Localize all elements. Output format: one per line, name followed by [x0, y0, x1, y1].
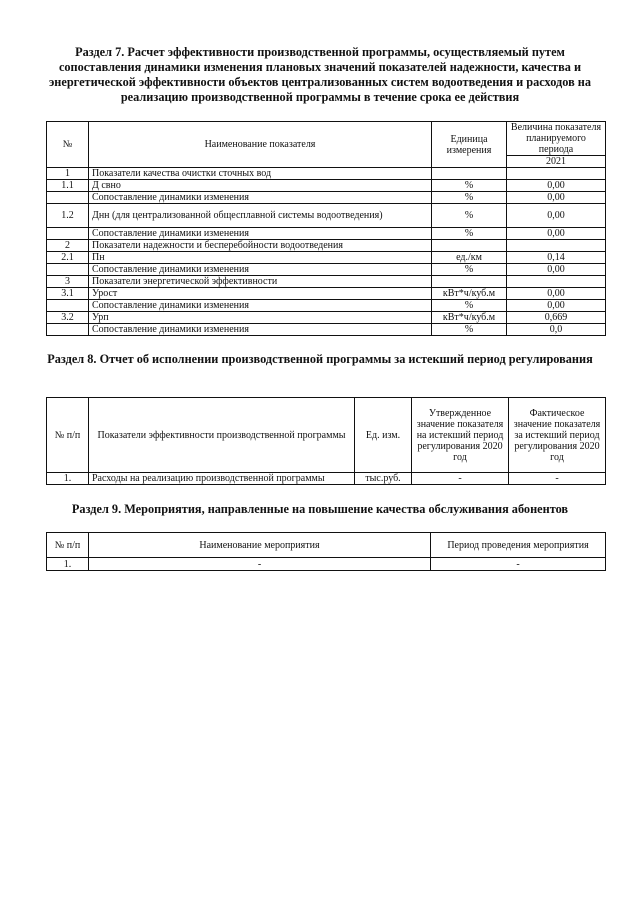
s7-cell-value: 0,669 [507, 312, 606, 324]
s7-cell-unit [432, 276, 507, 288]
table-row [47, 312, 606, 324]
s7-cell-unit: % [432, 180, 507, 192]
s7-cell-value: 0,00 [507, 228, 606, 240]
s8-header-num: № п/п [47, 398, 89, 473]
s7-cell-name: Сопоставление динамики изменения [89, 264, 432, 276]
s7-cell-value: 0,00 [507, 288, 606, 300]
s7-cell-value: 0,00 [507, 180, 606, 192]
s7-cell-num [47, 228, 89, 240]
s9-row-period: - [431, 558, 606, 571]
s7-cell-num: 3 [47, 276, 89, 288]
s7-cell-num [47, 300, 89, 312]
s7-cell-unit: кВт*ч/куб.м [432, 312, 507, 324]
header-value: Величина показателя планируемого периода [507, 122, 606, 156]
s7-cell-unit [432, 240, 507, 252]
header-year: 2021 [507, 156, 606, 168]
s7-cell-unit [432, 168, 507, 180]
s7-cell-value [507, 168, 606, 180]
s7-cell-name: Сопоставление динамики изменения [89, 300, 432, 312]
s8-row-name: Расходы на реализацию производственной программы [89, 473, 355, 485]
s7-cell-num [47, 324, 89, 336]
table-row [47, 558, 606, 571]
s7-cell-unit: кВт*ч/куб.м [432, 288, 507, 300]
s8-row-actual: - [509, 473, 606, 485]
table-row [47, 264, 606, 276]
table-row [47, 473, 606, 485]
table-row [47, 288, 606, 300]
header-unit: Единица измерения [432, 122, 507, 168]
s7-cell-name: Урост [89, 288, 432, 300]
s7-cell-name: Сопоставление динамики изменения [89, 228, 432, 240]
s9-row-name: - [89, 558, 431, 571]
s7-cell-unit: % [432, 300, 507, 312]
s7-cell-unit: ед./км [432, 252, 507, 264]
s9-header-name: Наименование мероприятия [89, 533, 431, 558]
section8-table [46, 397, 606, 485]
s7-cell-name: Д свно [89, 180, 432, 192]
s7-cell-num: 2 [47, 240, 89, 252]
section7-title: Раздел 7. Расчет эффективности производственной программы, осуществляемый путем сопоставления динамики изменения плановых значений показателей надежности, качества и энергетической эффективности объектов централизованных систем водоотведения и расходов на реализацию производственной программы в течение срока ее действия [48, 45, 592, 104]
s7-cell-value [507, 276, 606, 288]
s8-header-approved: Утвержденное значение показателя на истекший период регулирования 2020 год [412, 398, 509, 473]
s8-header-name: Показатели эффективности производственной программы [89, 398, 355, 473]
header-num: № [47, 122, 89, 168]
s9-header-num: № п/п [47, 533, 89, 558]
s7-cell-num: 1.1 [47, 180, 89, 192]
s7-cell-value: 0,00 [507, 204, 606, 228]
table-row [47, 168, 606, 180]
s7-cell-name: Пн [89, 252, 432, 264]
section7-table [46, 121, 606, 336]
header-name: Наименование показателя [89, 122, 432, 168]
s9-header-period: Период проведения мероприятия [431, 533, 606, 558]
s7-cell-name: Показатели надежности и бесперебойности водоотведения [89, 240, 432, 252]
table-row [47, 240, 606, 252]
s7-cell-name: Сопоставление динамики изменения [89, 192, 432, 204]
table-row [47, 228, 606, 240]
s9-row-num: 1. [47, 558, 89, 571]
table-row [47, 276, 606, 288]
s7-cell-value: 0,00 [507, 300, 606, 312]
s7-cell-unit: % [432, 204, 507, 228]
section9-table [46, 532, 606, 571]
section8-title: Раздел 8. Отчет об исполнении производственной программы за истекший период регулирования [47, 352, 593, 366]
table-row [47, 252, 606, 264]
s7-cell-name: Урп [89, 312, 432, 324]
s7-cell-value: 0,0 [507, 324, 606, 336]
s7-cell-num [47, 264, 89, 276]
s7-cell-value: 0,00 [507, 264, 606, 276]
s7-cell-name: Показатели энергетической эффективности [89, 276, 432, 288]
s8-row-unit: тыс.руб. [355, 473, 412, 485]
s7-cell-value: 0,14 [507, 252, 606, 264]
s7-cell-unit: % [432, 228, 507, 240]
s7-cell-num: 1.2 [47, 204, 89, 228]
section9-title: Раздел 9. Мероприятия, направленные на повышение качества обслуживания абонентов [71, 502, 569, 516]
s7-cell-name: Показатели качества очистки сточных вод [89, 168, 432, 180]
s8-row-num: 1. [47, 473, 89, 485]
table-row [47, 324, 606, 336]
s8-header-unit: Ед. изм. [355, 398, 412, 473]
table-row [47, 192, 606, 204]
table-row [47, 180, 606, 192]
s7-cell-unit: % [432, 264, 507, 276]
s7-cell-num [47, 192, 89, 204]
s8-row-approved: - [412, 473, 509, 485]
table-row [47, 204, 606, 228]
s8-header-actual: Фактическое значение показателя за истекший период регулирования 2020 год [509, 398, 606, 473]
s7-cell-value: 0,00 [507, 192, 606, 204]
table-row [47, 300, 606, 312]
s7-cell-value [507, 240, 606, 252]
s7-cell-num: 2.1 [47, 252, 89, 264]
s7-cell-num: 3.2 [47, 312, 89, 324]
s7-cell-name: Сопоставление динамики изменения [89, 324, 432, 336]
s7-cell-name: Днн (для централизованной общесплавной системы водоотведения) [89, 204, 432, 228]
s7-cell-unit: % [432, 324, 507, 336]
s7-cell-num: 1 [47, 168, 89, 180]
s7-cell-unit: % [432, 192, 507, 204]
s7-cell-num: 3.1 [47, 288, 89, 300]
